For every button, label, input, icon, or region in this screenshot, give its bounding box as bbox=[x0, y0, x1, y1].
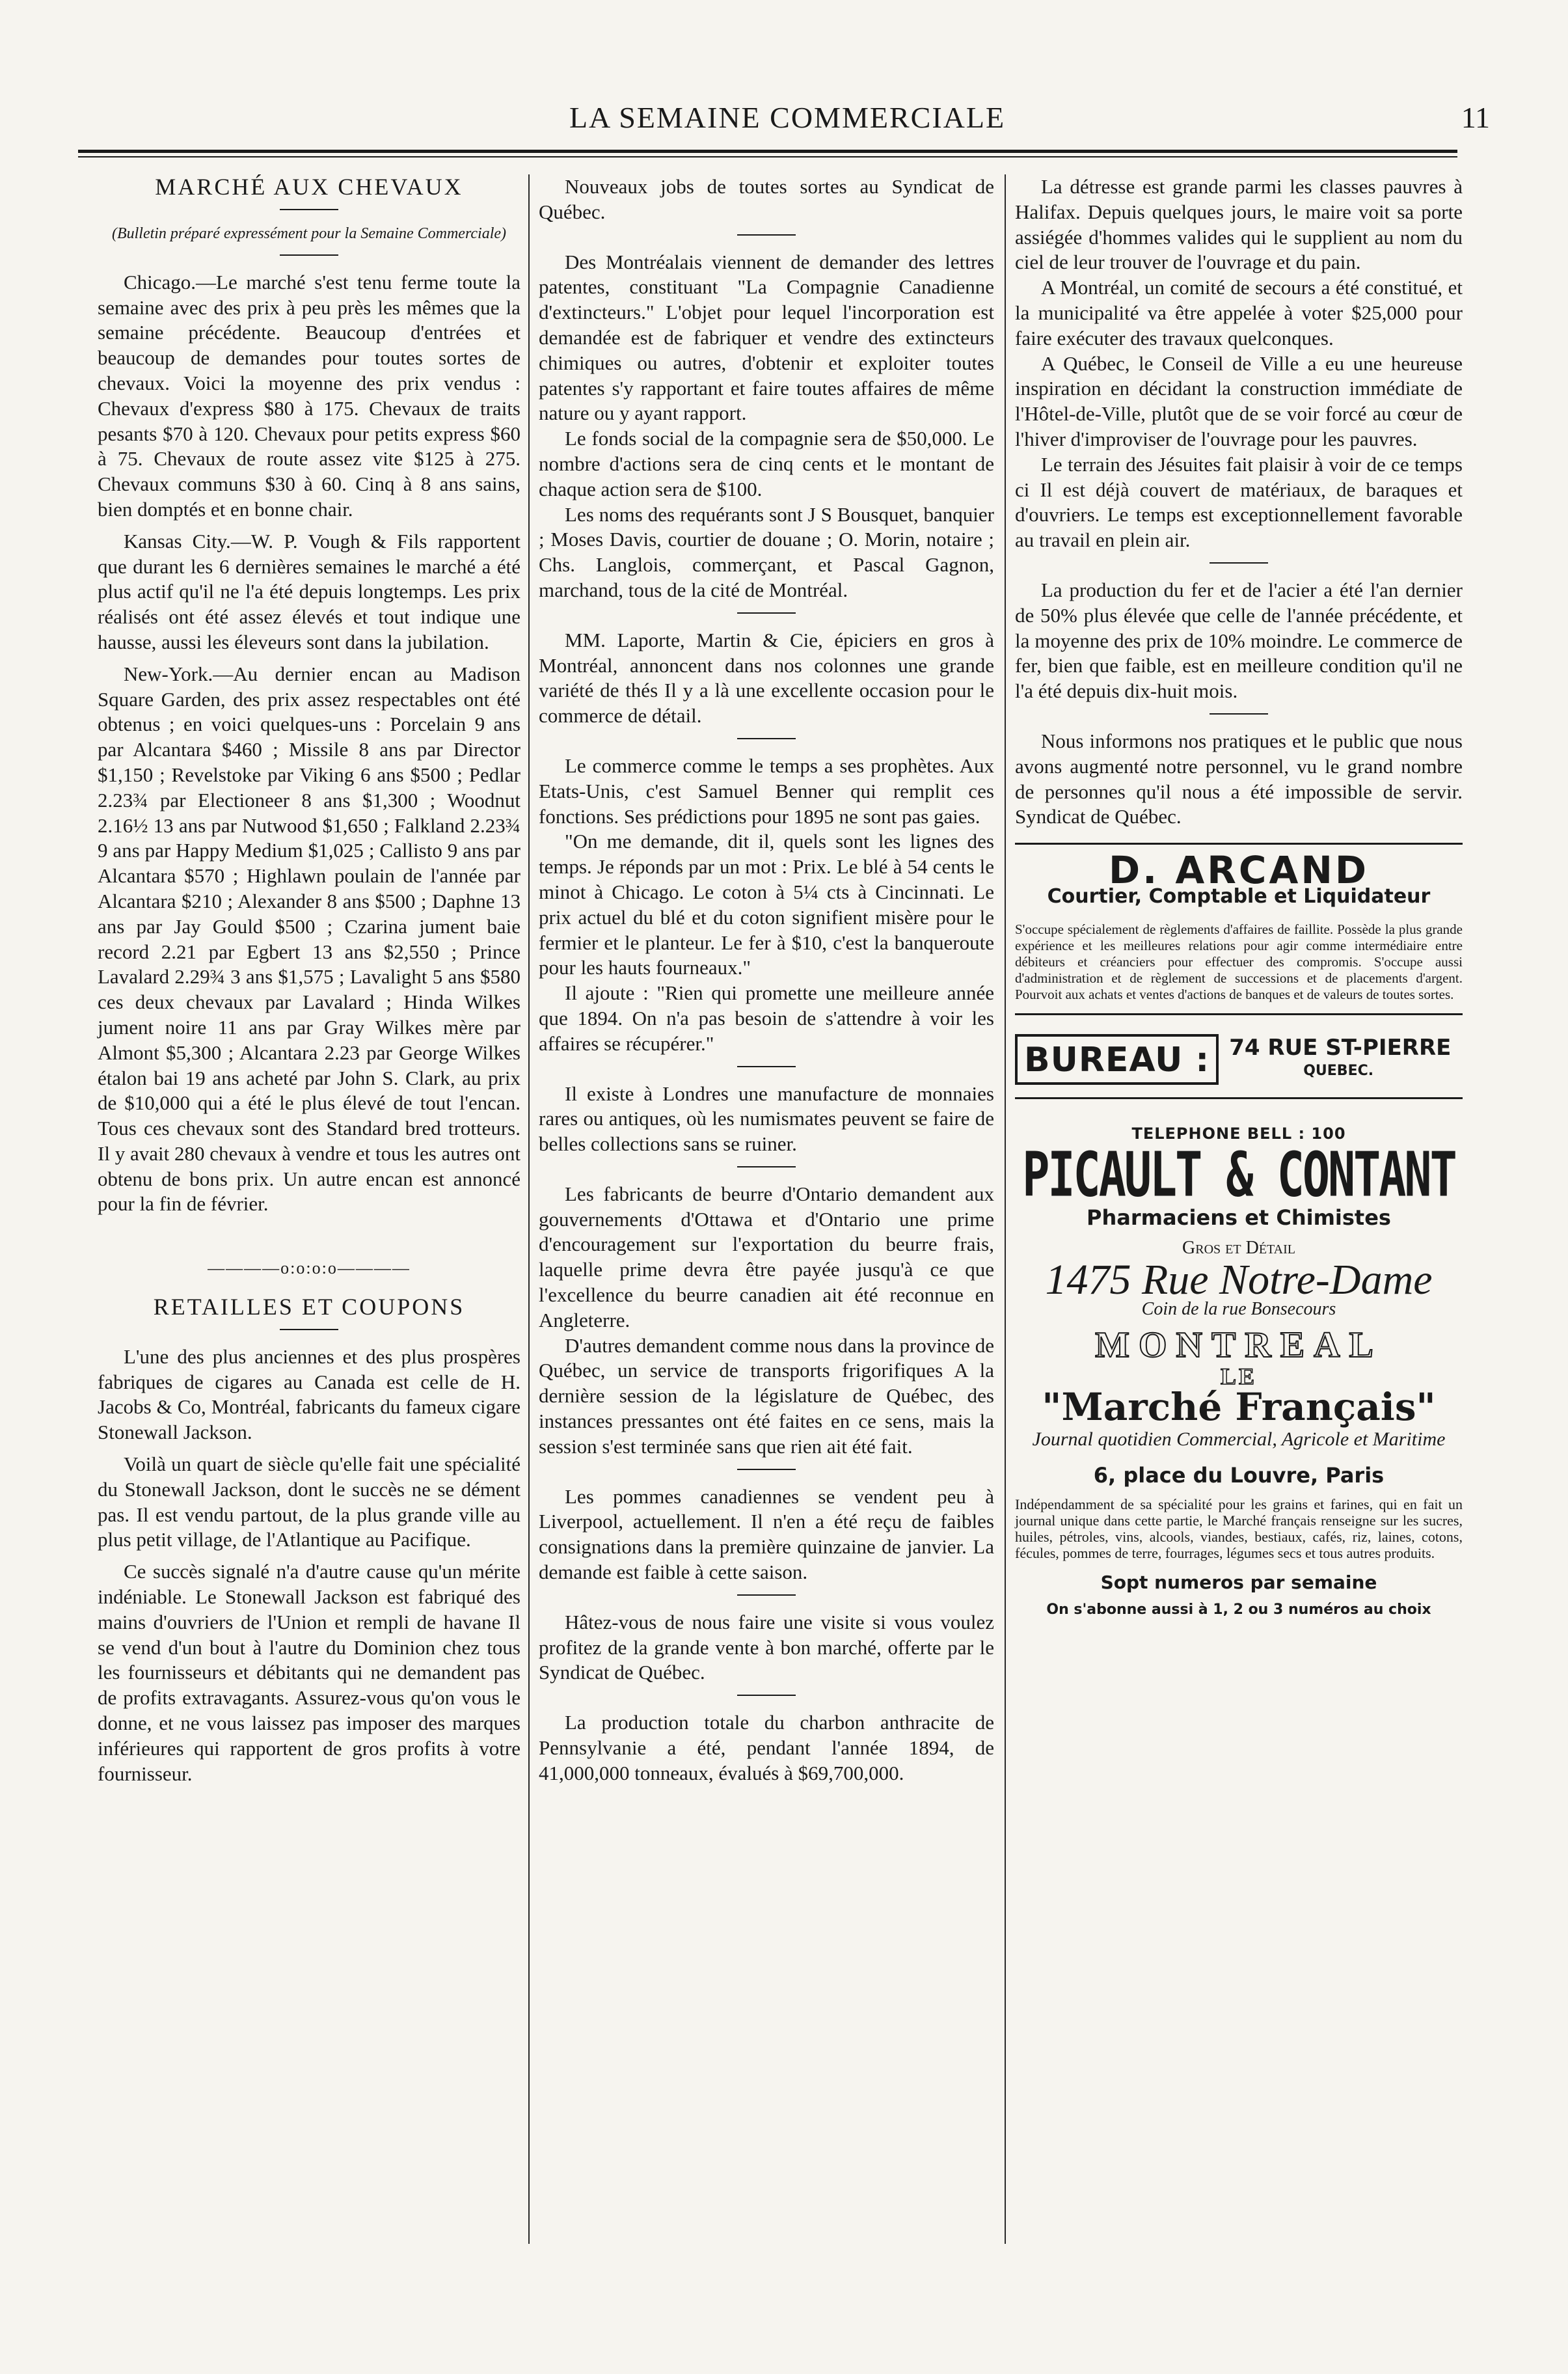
header-rule-thick bbox=[78, 150, 1457, 153]
short-rule bbox=[737, 1594, 796, 1596]
short-rule bbox=[1210, 562, 1268, 564]
article-paragraph: Les noms des requérants sont J S Bousquet, banquier ; Moses Davis, courtier de douane ; O. Morin, notaire ; Chs. Langlois, commerçant, et Pascal Gagnon, marchand, tous de la cité de Montréal. bbox=[539, 502, 994, 601]
article-paragraph: Kansas City.—W. P. Vough & Fils rapportent que durant les 6 dernières semaines le marché a été plus actif qu'il ne l'a été depuis longtemps. Les prix réalisés ont été assez élevés et tout indique une hausse, aussi les éleveurs sont dans la jubilation. bbox=[98, 529, 520, 653]
pharmaciens-line: Pharmaciens et Chimistes bbox=[1087, 1205, 1391, 1231]
article-paragraph: Il existe à Londres une manufacture de monnaies rares ou antiques, où les numismates peuvent se faire de belles collections sans se ruiner. bbox=[539, 1082, 994, 1156]
marche-francais-ad bbox=[1015, 1364, 1463, 1623]
le-word: LE bbox=[1220, 1363, 1258, 1390]
short-rule bbox=[737, 612, 796, 614]
short-rule bbox=[280, 254, 338, 256]
article-paragraph: L'une des plus anciennes et des plus prospères fabriques de cigares au Canada est celle de H. Jacobs & Co, Montréal, fabricants du fameux cigare Stonewall Jackson. bbox=[98, 1344, 520, 1444]
article-paragraph: MM. Laporte, Martin & Cie, épiciers en gros à Montréal, annoncent dans nos colonnes une grande variété de thés Il y a là une excellente occasion pour le commerce de détail. bbox=[539, 628, 994, 728]
picault-contant-name: PICAULT & CONTANT bbox=[1022, 1138, 1455, 1210]
bureau-address-block bbox=[1219, 1036, 1451, 1083]
subscription-note: On s'abonne aussi à 1, 2 ou 3 numéros au choix bbox=[1046, 1602, 1431, 1618]
bureau-city: QUEBEC. bbox=[1303, 1062, 1374, 1079]
bureau-address: 74 RUE ST-PIERRE bbox=[1229, 1034, 1452, 1061]
column-rule-1 bbox=[528, 174, 530, 2244]
article-paragraph: Nouveaux jobs de toutes sortes au Syndicat de Québec. bbox=[539, 175, 994, 223]
ad-rule bbox=[1015, 843, 1463, 845]
article-paragraph: A Montréal, un comité de secours a été constitué, et la municipalité va être appelée à voter $25,000 pour faire exécuter des travaux quelconques. bbox=[1015, 276, 1463, 349]
column-1 bbox=[98, 174, 520, 1786]
article-paragraph: Il ajoute : "Rien qui promette une meilleure année que 1894. On n'a pas besoin de s'attendre à voir les affaires se récupérer." bbox=[539, 981, 994, 1055]
gros-detail-line: Gros et Détail bbox=[1182, 1238, 1295, 1259]
marche-description: Indépendamment de sa spécialité pour les grains et farines, qui en fait un journal unique dans cette partie, le Marché français renseigne sur les sucres, huiles, pétroles, vins, alcools, viandes, bestiaux, cafés, riz, laines, cotons, fécules, pommes de terre, fourrages, légumes secs et tous autres produits. bbox=[1015, 1495, 1463, 1561]
short-rule bbox=[280, 209, 338, 210]
city-montreal: MONTREAL bbox=[1095, 1324, 1383, 1365]
short-rule bbox=[737, 1469, 796, 1470]
short-rule bbox=[280, 1329, 338, 1330]
article-paragraph: Le terrain des Jésuites fait plaisir à voir de ce temps ci Il est déjà couvert de matériaux, de baraques et d'ouvriers. Le temps est exceptionnellement favorable au travail en plein air. bbox=[1015, 452, 1463, 552]
bureau-row bbox=[1015, 1032, 1463, 1087]
article-paragraph: La production du fer et de l'acier a été l'an dernier de 50% plus élevée que celle de l'année précédente, et la moyenne des prix de 10% moindre. Le commerce de fer, bien que faible, est en meilleure condition qu'il ne l'a été depuis dix-huit mois. bbox=[1015, 578, 1463, 703]
issues-per-week: Sopt numeros par semaine bbox=[1100, 1571, 1377, 1593]
article-paragraph: New-York.—Au dernier encan au Madison Square Garden, des prix assez respectables ont été obtenus ; en voici quelques-uns : Porcelain 9 ans par Alcantara $460 ; Missile 8 ans par Director $1,150 ; Revelstoke par Viking 6 ans $500 ; Pedlar 2.23¾ par Electioneer 8 ans $1,300 ; Woodnut 2.16½ 13 ans par Nutwood $1,650 ; Falkland 2.23¾ 9 ans par Happy Medium $1,025 ; Callisto 9 ans par Alcantara $570 ; Highlawn poulain de l'année par Alcantara $210 ; Alexander 8 ans $500 ; Daphne 13 ans par Jay Gould $500 ; Czarina jument baie record 2.21 par Egbert 13 ans $2,550 ; Prince Lavalard 2.29¾ 3 ans $1,575 ; Lavalight 5 ans $580 ces deux chevaux par Lavalard ; Hinda Wilkes jument noire 11 ans par Gray Wilkes mère par Almont $5,300 ; Alcantara 2.23 par George Wilkes étalon bai 19 ans acheté par John S. Clark, au prix de $10,000 qui a été le plus élevé de tout l'encan. Tous ces chevaux sont des Standard bred trotteurs. Il y avait 280 chevaux à vendre et tous les autres ont obtenu de bons prix. Un autre encan est annoncé pour la fin de février. bbox=[98, 662, 520, 1216]
header-rule-thin bbox=[78, 156, 1457, 157]
street-address: 1475 Rue Notre-Dame bbox=[1045, 1255, 1433, 1303]
section-divider: ————o:o:o:o———— bbox=[208, 1259, 411, 1278]
article-paragraph: A Québec, le Conseil de Ville a eu une heureuse inspiration en décidant la construction immédiate de l'Hôtel-de-Ville, plutôt que de se voir forcé au cœur de l'hiver d'improviser de l'ouvrage pour les pauvres. bbox=[1015, 351, 1463, 450]
article-paragraph: La production totale du charbon anthracite de Pennsylvanie a été, pendant l'année 1894, de 41,000,000 tonneaux, évalués à $69,700,000. bbox=[539, 1711, 994, 1784]
column-3 bbox=[1015, 174, 1463, 1623]
paris-address: 6, place du Louvre, Paris bbox=[1093, 1462, 1385, 1488]
ad-rule bbox=[1015, 1097, 1463, 1099]
picault-ad bbox=[1015, 1121, 1463, 1365]
article-paragraph: Hâtez-vous de nous faire une visite si vous voulez profitez de la grande vente à bon marché, offerte par le Syndicat de Québec. bbox=[539, 1610, 994, 1684]
article-paragraph: Les pommes canadiennes se vendent peu à Liverpool, actuellement. Il n'en a été reçu de faibles consignations dans la première quinzaine de janvier. La demande est faible à cette saison. bbox=[539, 1484, 994, 1584]
arcand-tagline: Courtier, Comptable et Liquidateur bbox=[1047, 884, 1431, 908]
short-rule bbox=[737, 234, 796, 236]
corner-line: Coin de la rue Bonsecours bbox=[1141, 1298, 1336, 1319]
ad-rule bbox=[1015, 1013, 1463, 1015]
arcand-ad bbox=[1015, 848, 1463, 1003]
article-paragraph: Les fabricants de beurre d'Ontario demandent aux gouvernements d'Ottawa et d'Ontario une prime d'encouragement sur l'exportation du beurre frais, laquelle prime devra être payée jusqu'à ce que l'excellence du beurre canadien ait été reconnue en Angleterre. bbox=[539, 1182, 994, 1331]
bureau-label: BUREAU : bbox=[1015, 1034, 1219, 1085]
short-rule bbox=[1210, 713, 1268, 715]
article-paragraph: La détresse est grande parmi les classes pauvres à Halifax. Depuis quelques jours, le maire voit sa porte assiégée d'hommes valides qui le supplient au nom du ciel de leur trouver de l'ouvrage et du pain. bbox=[1015, 175, 1463, 274]
short-rule bbox=[737, 738, 796, 739]
column-2 bbox=[539, 174, 994, 1786]
article-paragraph: Voilà un quart de siècle qu'elle fait une spécialité du Stonewall Jackson, dont le succès ne se dément pas. Il est vendu partout, de la plus grande ville au plus petit village, de l'Atlantique au Pacifique. bbox=[98, 1453, 520, 1551]
article-paragraph: Des Montréalais viennent de demander des lettres patentes, constituant "La Compagnie Canadienne d'extincteurs." L'objet pour lequel l'incorporation est demandée est de fabriquer et vendre des extincteurs chimiques ou autres, d'obtenir et exploiter toutes patentes s'y rapportant et faire toutes affaires de même nature ou y ayant rapport. bbox=[539, 250, 994, 425]
column-rule-2 bbox=[1005, 174, 1006, 2244]
short-rule bbox=[737, 1066, 796, 1067]
short-rule bbox=[737, 1695, 796, 1696]
article-paragraph: "On me demande, dit il, quels sont les lignes des temps. Je réponds par un mot : Prix. Le blé à 54 cents le minot à Chicago. Le coton à 5¼ cts à Cincinnati. Le prix actuel du blé et du coton signifient misère pour le fermier et le planteur. Le fer à $10, c'est la banqueroute pour les hauts fourneaux." bbox=[539, 830, 994, 979]
telephone-line: TELEPHONE BELL : 100 bbox=[1131, 1124, 1346, 1143]
article-paragraph: D'autres demandent comme nous dans la province de Québec, un service de transports frigorifiques A la dernière session de la législature de Québec, des instances pressantes ont été faites en ce sens, mais la session s'est terminée sans que rien ait été fait. bbox=[539, 1333, 994, 1458]
running-head bbox=[78, 91, 1496, 150]
article-paragraph: Nous informons nos pratiques et le public que nous avons augmenté notre personnel, vu le grand nombre de personnes qu'il nous a été impossible de servir. Syndicat de Québec. bbox=[1015, 729, 1463, 828]
section-subtitle: (Bulletin préparé expressément pour la Semaine Commerciale) bbox=[111, 225, 507, 242]
article-paragraph: Le fonds social de la compagnie sera de $50,000. Le nombre d'actions sera de cinq cents et le montant de chaque action sera de $100. bbox=[539, 427, 994, 500]
section-title-coupons: RETAILLES ET COUPONS bbox=[153, 1294, 465, 1320]
article-paragraph: Le commerce comme le temps a ses prophètes. Aux Etats-Unis, c'est Samuel Benner qui remplit ces fonctions. Ses prédictions pour 1895 ne sont pas gaies. bbox=[539, 754, 994, 828]
journal-description: Journal quotidien Commercial, Agricole et Maritime bbox=[1032, 1428, 1446, 1450]
publication-title: LA SEMAINE COMMERCIALE bbox=[569, 101, 1006, 134]
marche-francais-title: "Marché Français" bbox=[1042, 1385, 1436, 1430]
page-number: 11 bbox=[1461, 101, 1490, 134]
arcand-name: D. ARCAND bbox=[1108, 848, 1370, 893]
arcand-description: S'occupe spécialement de règlements d'affaires de faillite. Possède la plus grande expérience et les meilleures relations pour agir comme intermédiaire entre débiteurs et créanciers pour effectuer des compromis. S'occupe aussi d'administration et de règlement de successions et de placements d'argent. Pourvoit aux achats et ventes d'actions de banques et de valeurs de toutes sortes. bbox=[1015, 921, 1463, 1002]
article-paragraph: Ce succès signalé n'a d'autre cause qu'un mérite indéniable. Le Stonewall Jackson est fabriqué des mains d'ouvriers de l'Union et rempli de havane Il se vend d'un bout à l'autre du Dominion chez tous les fournisseurs et débitants qui ne demandent pas de profits extravagants. Assurez-vous qu'on vous le donne, et ne vous laissez pas imposer des marques inférieures qui rapportent de gros profits à votre fournisseur. bbox=[98, 1560, 520, 1785]
section-title-horses: MARCHÉ AUX CHEVAUX bbox=[155, 174, 463, 200]
article-paragraph: Chicago.—Le marché s'est tenu ferme toute la semaine avec des prix à peu près les mêmes que la semaine précédente. Beaucoup d'entrées et beaucoup de demandes pour toutes sortes de chevaux. Voici la moyenne des prix vendus : Chevaux d'express $80 à 175. Chevaux de traits pesants $70 à 120. Chevaux pour petits express $60 à 75. Chevaux de route assez vite $125 à 275. Chevaux communs $30 à 60. Cinq à 8 ans sains, bien domptés et en bonne chair. bbox=[98, 270, 520, 521]
short-rule bbox=[737, 1166, 796, 1167]
